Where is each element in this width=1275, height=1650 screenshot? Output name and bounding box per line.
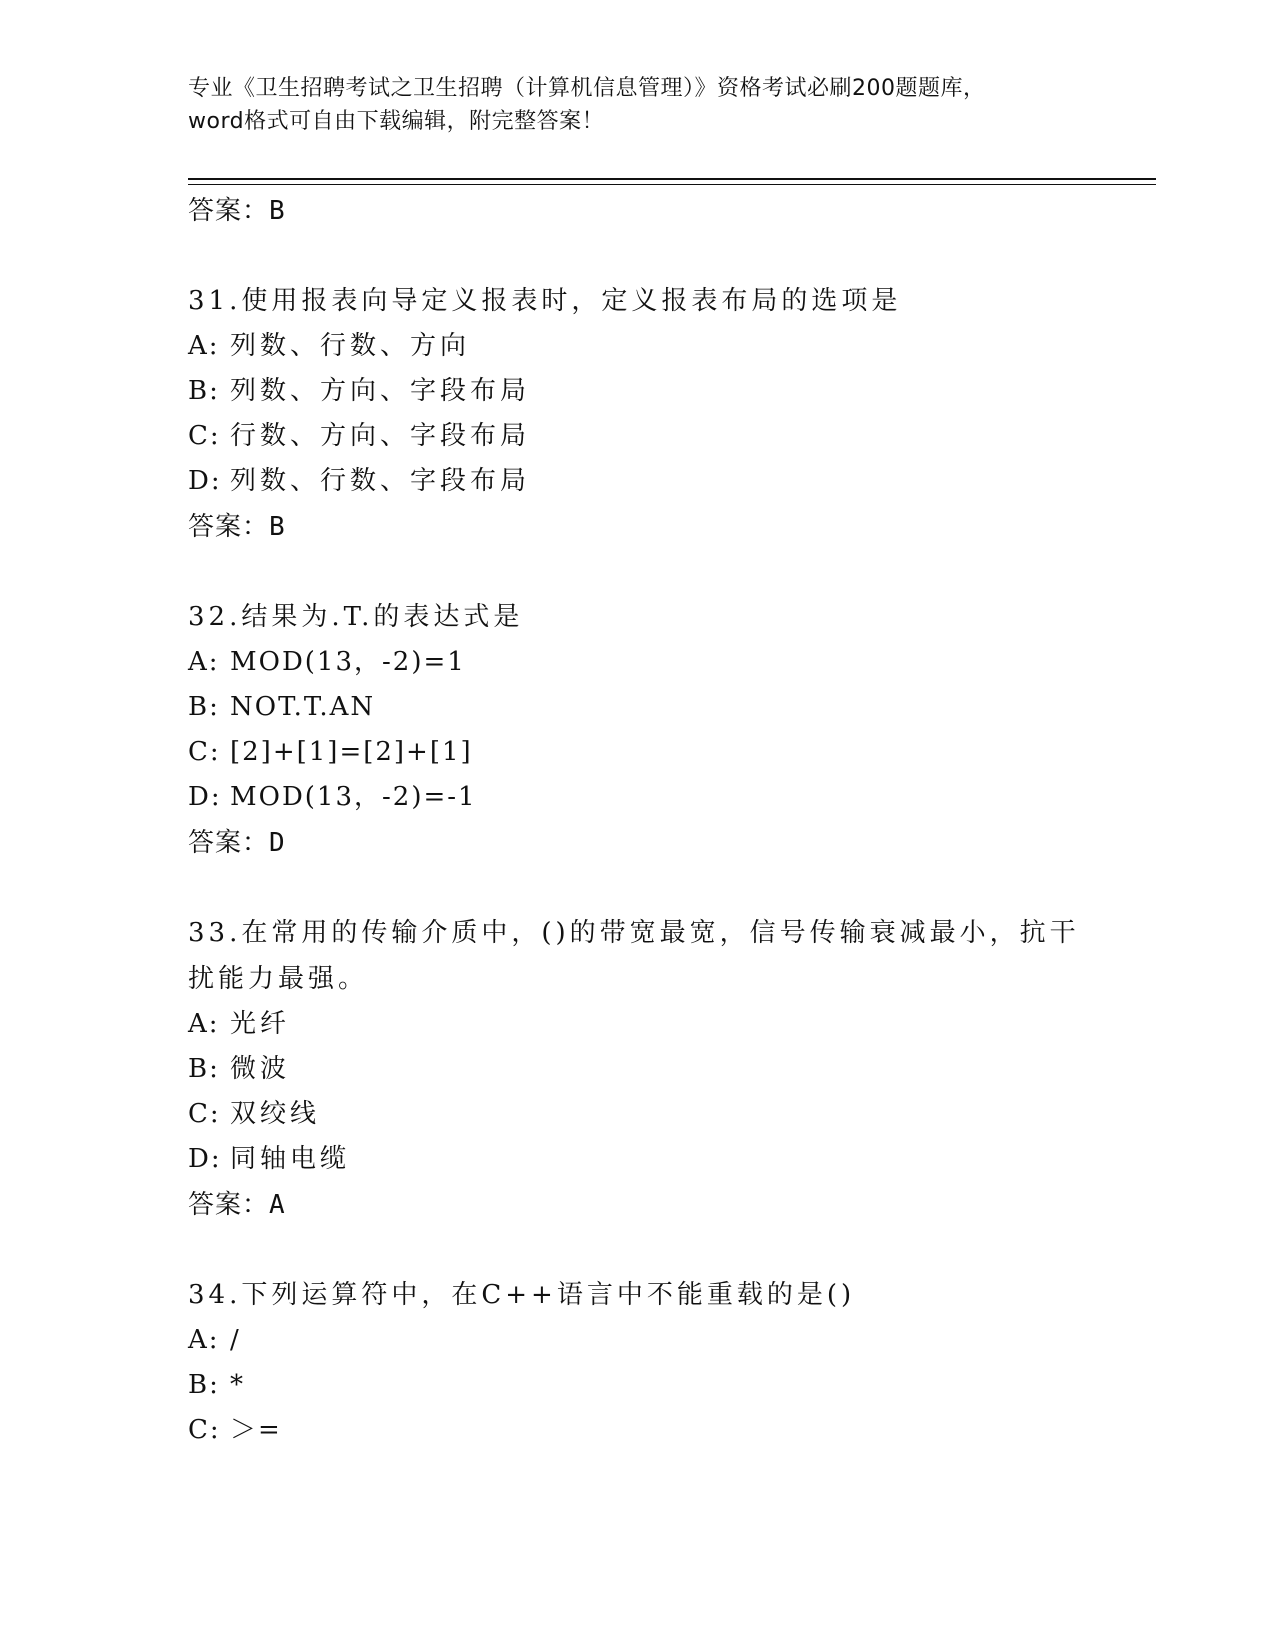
question-32	[188, 594, 1108, 866]
option-text: *	[230, 1370, 245, 1400]
option-text: 光纤	[230, 1009, 291, 1039]
option-letter: D:	[188, 1144, 222, 1174]
option-letter: C:	[188, 1415, 221, 1445]
option-letter: B:	[188, 376, 220, 406]
answer-line	[188, 504, 1108, 550]
option-b	[188, 1363, 1108, 1408]
option-text: 同轴电缆	[230, 1144, 351, 1174]
option-text: ＞=	[230, 1415, 282, 1445]
option-text: 列数、行数、字段布局	[230, 466, 531, 496]
option-letter: B:	[188, 1370, 220, 1400]
question-stem: 31.使用报表向导定义报表时，定义报表布局的选项是	[188, 286, 902, 316]
option-text: 行数、方向、字段布局	[230, 421, 531, 451]
answer-label: 答案：	[188, 1190, 270, 1220]
question-stem: 33.在常用的传输介质中，()的带宽最宽，信号传输衰减最小，抗干扰能力最强。	[188, 918, 1080, 994]
page-header	[188, 72, 1108, 138]
option-letter: A:	[188, 647, 220, 677]
option-letter: B:	[188, 692, 220, 722]
option-a	[188, 324, 1108, 369]
document-body	[188, 188, 1108, 1453]
question-stem: 32.结果为.T.的表达式是	[188, 602, 524, 632]
option-d	[188, 1137, 1108, 1182]
option-text: NOT.T.AN	[230, 692, 376, 722]
question-33	[188, 910, 1108, 1228]
option-text: /	[230, 1325, 241, 1355]
option-b	[188, 685, 1108, 730]
option-d	[188, 459, 1108, 504]
option-letter: C:	[188, 421, 221, 451]
header-divider	[188, 178, 1156, 185]
option-c	[188, 1092, 1108, 1137]
answer-line	[188, 188, 1108, 234]
header-line-2: word格式可自由下载编辑，附完整答案！	[188, 109, 605, 134]
option-letter: D:	[188, 466, 222, 496]
option-b	[188, 369, 1108, 414]
option-text: 列数、行数、方向	[230, 331, 471, 361]
answer-value: B	[269, 512, 286, 542]
option-letter: C:	[188, 737, 221, 767]
option-letter: C:	[188, 1099, 221, 1129]
option-c	[188, 1408, 1108, 1453]
option-text: [2]+[1]=[2]+[1]	[230, 737, 473, 767]
question-31	[188, 278, 1108, 550]
option-text: 双绞线	[230, 1099, 321, 1129]
option-a	[188, 1318, 1108, 1363]
question-34	[188, 1272, 1108, 1453]
answer-value: D	[269, 828, 286, 858]
option-letter: A:	[188, 1325, 220, 1355]
answer-label: 答案：	[188, 828, 270, 858]
option-d	[188, 775, 1108, 820]
answer-line	[188, 820, 1108, 866]
option-a	[188, 640, 1108, 685]
answer-label: 答案：	[188, 512, 270, 542]
answer-label: 答案：	[188, 196, 270, 226]
option-c	[188, 730, 1108, 775]
option-letter: D:	[188, 782, 222, 812]
answer-line	[188, 1182, 1108, 1228]
answer-value: B	[269, 196, 286, 226]
answer-value: A	[269, 1190, 286, 1220]
header-line-1: 专业《卫生招聘考试之卫生招聘（计算机信息管理）》资格考试必刷200题题库，	[188, 76, 986, 101]
question-stem: 34.下列运算符中，在C++语言中不能重载的是()	[188, 1280, 856, 1310]
option-letter: B:	[188, 1054, 220, 1084]
option-text: MOD(13，-2)=-1	[230, 782, 477, 812]
option-text: MOD(13，-2)=1	[230, 647, 466, 677]
option-letter: A:	[188, 331, 220, 361]
option-b	[188, 1047, 1108, 1092]
option-a	[188, 1002, 1108, 1047]
option-c	[188, 414, 1108, 459]
option-text: 微波	[230, 1054, 291, 1084]
option-text: 列数、方向、字段布局	[230, 376, 531, 406]
option-letter: A:	[188, 1009, 220, 1039]
